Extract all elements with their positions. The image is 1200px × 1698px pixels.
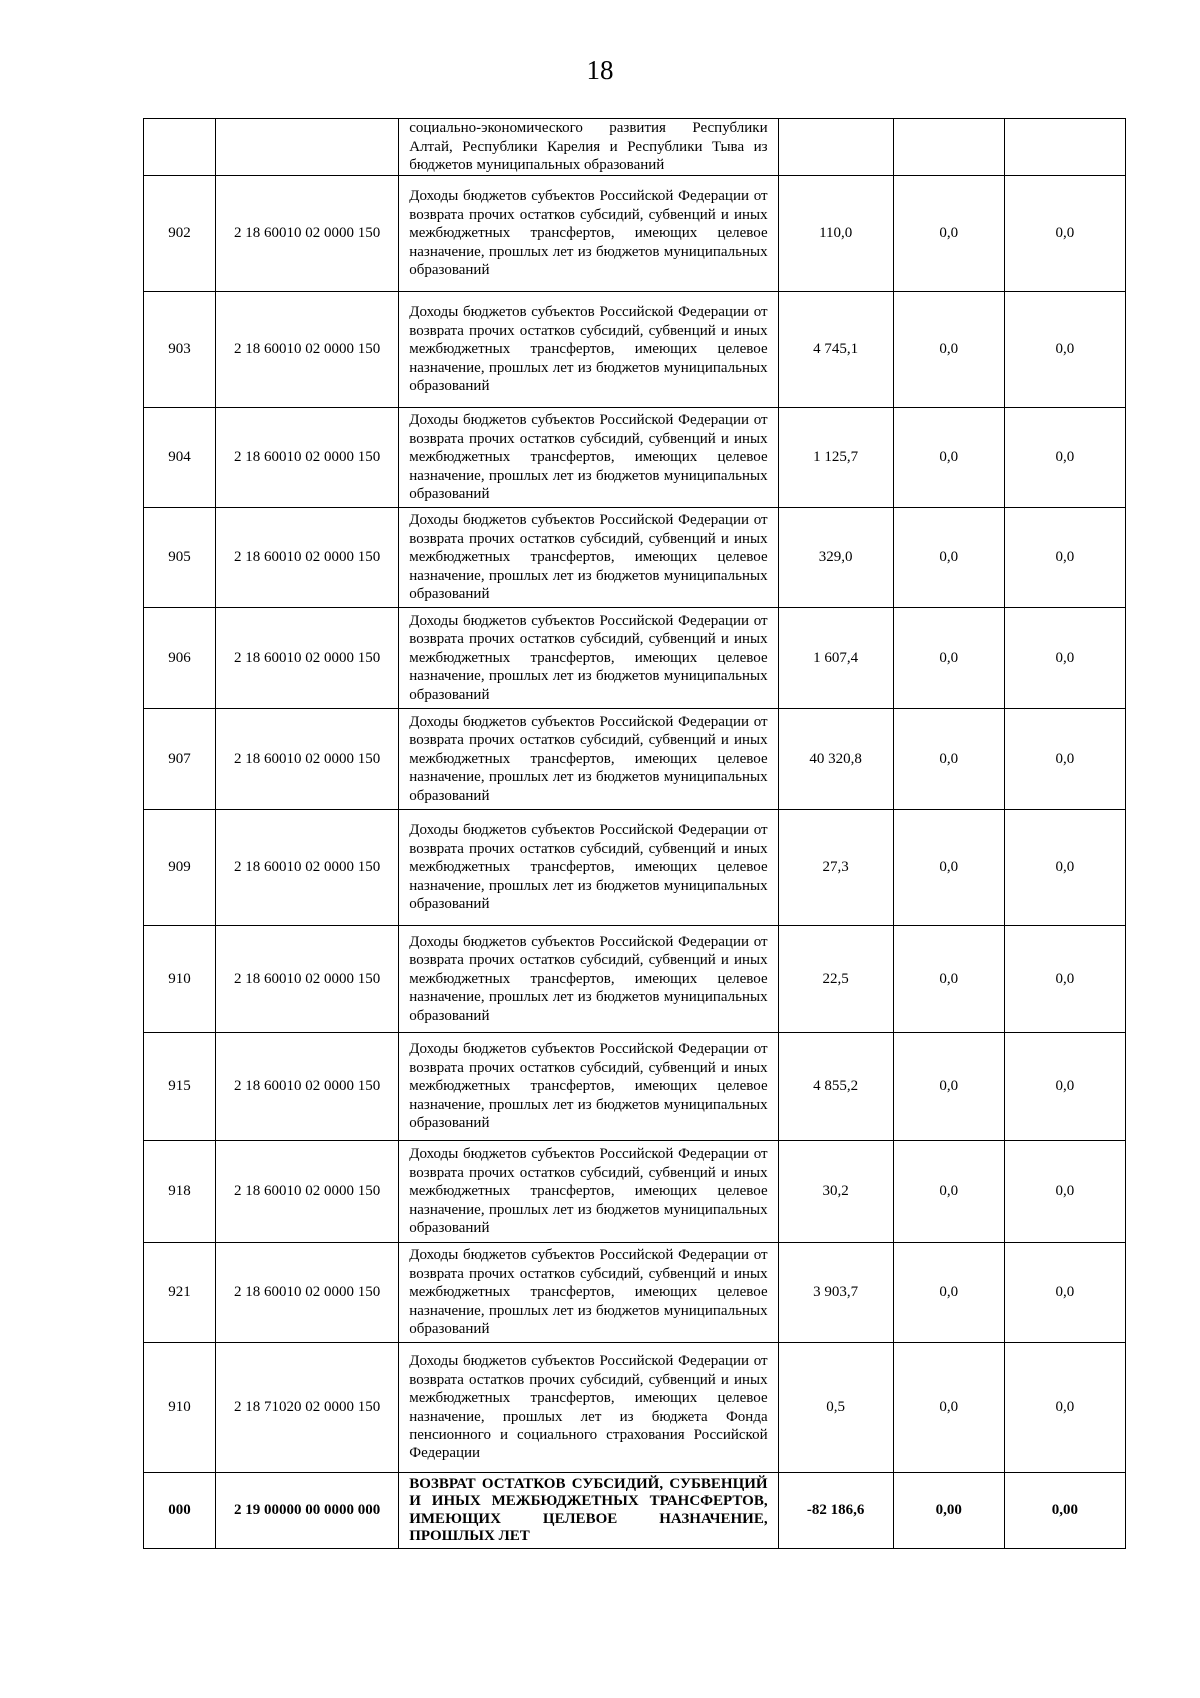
amount-year2-cell: 0,0 [893,1243,1004,1343]
amount-year1-cell: 30,2 [778,1141,893,1243]
table-row [144,176,1126,292]
budget-code-cell: 2 18 60010 02 0000 150 [216,709,399,810]
admin-code-cell: 918 [144,1141,216,1243]
income-name-cell: социально-экономического развития Республики Алтай, Республики Карелия и Республики Тыва из бюджетов муниципальных образований [399,119,778,176]
table-row [144,1343,1126,1473]
amount-year3-cell: 0,0 [1004,926,1125,1033]
amount-year1-cell: 4 855,2 [778,1033,893,1141]
income-name-cell: Доходы бюджетов субъектов Российской Федерации от возврата прочих остатков субсидий, субвенций и иных межбюджетных трансфертов, имеющих целевое назначение, прошлых лет из бюджетов муниципальных образований [399,1141,778,1243]
budget-code-cell: 2 18 60010 02 0000 150 [216,1243,399,1343]
amount-year2-cell: 0,0 [893,608,1004,709]
amount-year1-cell: 329,0 [778,508,893,608]
table-row [144,1141,1126,1243]
budget-code-cell: 2 18 60010 02 0000 150 [216,926,399,1033]
amount-year1-cell: 1 607,4 [778,608,893,709]
income-name-cell: Доходы бюджетов субъектов Российской Федерации от возврата прочих остатков субсидий, субвенций и иных межбюджетных трансфертов, имеющих целевое назначение, прошлых лет из бюджетов муниципальных образований [399,176,778,292]
income-name-cell: Доходы бюджетов субъектов Российской Федерации от возврата прочих остатков субсидий, субвенций и иных межбюджетных трансфертов, имеющих целевое назначение, прошлых лет из бюджетов муниципальных образований [399,508,778,608]
budget-code-cell: 2 19 00000 00 0000 000 [216,1473,399,1549]
amount-year2-cell: 0,0 [893,508,1004,608]
amount-year3-cell: 0,0 [1004,176,1125,292]
amount-year3-cell: 0,0 [1004,810,1125,926]
page-number: 18 [586,55,614,85]
income-name-cell: Доходы бюджетов субъектов Российской Федерации от возврата прочих остатков субсидий, субвенций и иных межбюджетных трансфертов, имеющих целевое назначение, прошлых лет из бюджетов муниципальных образований [399,608,778,709]
amount-year2-cell: 0,0 [893,176,1004,292]
amount-year3-cell: 0,0 [1004,1033,1125,1141]
admin-code-cell: 907 [144,709,216,810]
amount-year2-cell: 0,0 [893,1141,1004,1243]
amount-year2-cell: 0,0 [893,709,1004,810]
admin-code-cell: 902 [144,176,216,292]
amount-year1-cell: 4 745,1 [778,292,893,408]
amount-year1-cell: 22,5 [778,926,893,1033]
budget-code-cell [216,119,399,176]
budget-code-cell: 2 18 71020 02 0000 150 [216,1343,399,1473]
amount-year2-cell: 0,0 [893,810,1004,926]
amount-year3-cell: 0,0 [1004,508,1125,608]
amount-year2-cell [893,119,1004,176]
table-row [144,1033,1126,1141]
admin-code-cell: 904 [144,408,216,508]
budget-code-cell: 2 18 60010 02 0000 150 [216,508,399,608]
amount-year3-cell: 0,0 [1004,292,1125,408]
amount-year2-cell: 0,0 [893,1343,1004,1473]
amount-year3-cell: 0,0 [1004,1343,1125,1473]
amount-year1-cell: 27,3 [778,810,893,926]
admin-code-cell: 915 [144,1033,216,1141]
table-row [144,709,1126,810]
income-name-cell: Доходы бюджетов субъектов Российской Федерации от возврата прочих остатков субсидий, субвенций и иных межбюджетных трансфертов, имеющих целевое назначение, прошлых лет из бюджетов муниципальных образований [399,1243,778,1343]
table-row [144,1243,1126,1343]
admin-code-cell [144,119,216,176]
amount-year1-cell: 0,5 [778,1343,893,1473]
table-row [144,508,1126,608]
table-row [144,608,1126,709]
amount-year1-cell: 110,0 [778,176,893,292]
amount-year2-cell: 0,0 [893,1033,1004,1141]
amount-year3-cell: 0,0 [1004,408,1125,508]
total-row [144,1473,1126,1549]
amount-year3-cell: 0,0 [1004,608,1125,709]
budget-code-cell: 2 18 60010 02 0000 150 [216,1141,399,1243]
income-name-cell: Доходы бюджетов субъектов Российской Федерации от возврата прочих остатков субсидий, субвенций и иных межбюджетных трансфертов, имеющих целевое назначение, прошлых лет из бюджетов муниципальных образований [399,810,778,926]
income-name-cell: Доходы бюджетов субъектов Российской Федерации от возврата прочих остатков субсидий, субвенций и иных межбюджетных трансфертов, имеющих целевое назначение, прошлых лет из бюджетов муниципальных образований [399,1033,778,1141]
budget-code-cell: 2 18 60010 02 0000 150 [216,1033,399,1141]
amount-year2-cell: 0,0 [893,292,1004,408]
amount-year2-cell: 0,00 [893,1473,1004,1549]
income-name-cell: Доходы бюджетов субъектов Российской Федерации от возврата остатков прочих субсидий, субвенций и иных межбюджетных трансфертов, имеющих целевое назначение, прошлых лет из бюджета Фонда пенсионного и социального страхования Российской Федерации [399,1343,778,1473]
amount-year1-cell: -82 186,6 [778,1473,893,1549]
budget-code-cell: 2 18 60010 02 0000 150 [216,408,399,508]
income-name-cell: Доходы бюджетов субъектов Российской Федерации от возврата прочих остатков субсидий, субвенций и иных межбюджетных трансфертов, имеющих целевое назначение, прошлых лет из бюджетов муниципальных образований [399,292,778,408]
table-row [144,119,1126,176]
amount-year3-cell [1004,119,1125,176]
amount-year1-cell: 1 125,7 [778,408,893,508]
amount-year2-cell: 0,0 [893,408,1004,508]
amount-year1-cell: 3 903,7 [778,1243,893,1343]
admin-code-cell: 909 [144,810,216,926]
income-name-cell: Доходы бюджетов субъектов Российской Федерации от возврата прочих остатков субсидий, субвенций и иных межбюджетных трансфертов, имеющих целевое назначение, прошлых лет из бюджетов муниципальных образований [399,408,778,508]
income-name-cell: ВОЗВРАТ ОСТАТКОВ СУБСИДИЙ, СУБВЕНЦИЙ И ИНЫХ МЕЖБЮДЖЕТНЫХ ТРАНСФЕРТОВ, ИМЕЮЩИХ ЦЕЛЕВОЕ НАЗНАЧЕНИЕ, ПРОШЛЫХ ЛЕТ [399,1473,778,1549]
table-row [144,408,1126,508]
admin-code-cell: 906 [144,608,216,709]
budget-code-cell: 2 18 60010 02 0000 150 [216,292,399,408]
amount-year3-cell: 0,0 [1004,1243,1125,1343]
amount-year1-cell [778,119,893,176]
table-row [144,926,1126,1033]
admin-code-cell: 910 [144,926,216,1033]
admin-code-cell: 000 [144,1473,216,1549]
amount-year3-cell: 0,0 [1004,1141,1125,1243]
budget-code-cell: 2 18 60010 02 0000 150 [216,608,399,709]
admin-code-cell: 903 [144,292,216,408]
admin-code-cell: 905 [144,508,216,608]
table-row [144,292,1126,408]
admin-code-cell: 921 [144,1243,216,1343]
amount-year1-cell: 40 320,8 [778,709,893,810]
income-name-cell: Доходы бюджетов субъектов Российской Федерации от возврата прочих остатков субсидий, субвенций и иных межбюджетных трансфертов, имеющих целевое назначение, прошлых лет из бюджетов муниципальных образований [399,926,778,1033]
amount-year3-cell: 0,0 [1004,709,1125,810]
amount-year3-cell: 0,00 [1004,1473,1125,1549]
amount-year2-cell: 0,0 [893,926,1004,1033]
budget-code-cell: 2 18 60010 02 0000 150 [216,810,399,926]
admin-code-cell: 910 [144,1343,216,1473]
budget-code-cell: 2 18 60010 02 0000 150 [216,176,399,292]
budget-table [143,118,1126,1549]
table-row [144,810,1126,926]
income-name-cell: Доходы бюджетов субъектов Российской Федерации от возврата прочих остатков субсидий, субвенций и иных межбюджетных трансфертов, имеющих целевое назначение, прошлых лет из бюджетов муниципальных образований [399,709,778,810]
